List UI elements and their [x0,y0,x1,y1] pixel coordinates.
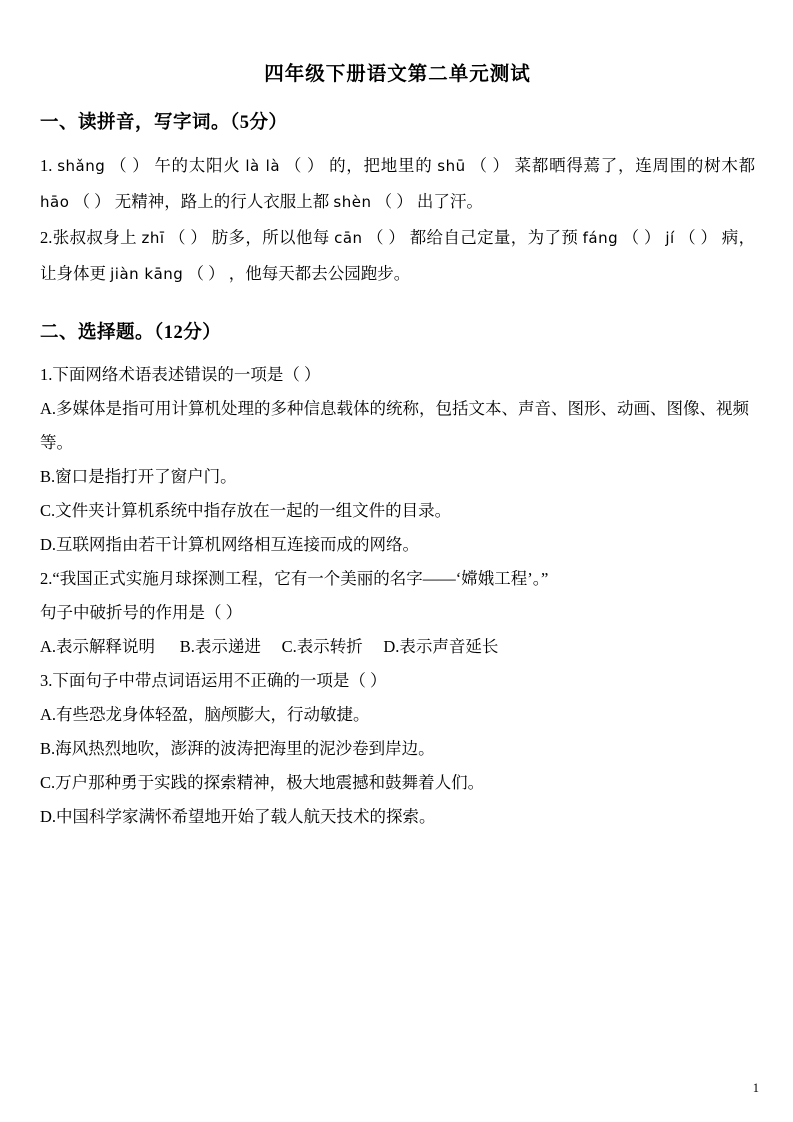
question-stem-line-1: 2.“我国正式实施月球探测工程，它有一个美丽的名字——‘嫦娥工程’。” [40,569,549,588]
pinyin-hao: hāo [40,193,70,211]
q1-text-4: 无精神，路上的行人衣服上都 [114,192,330,211]
pinyin-ji: jí [665,229,675,247]
pinyin-shu: shū [437,157,466,175]
q1-text-2: 的，把地里的 [329,156,433,175]
choice-question-1 [40,358,755,562]
question-stem-line-2: 句子中破折号的作用是（ ） [40,603,243,622]
q2-text-1: 肪多，所以他每 [211,228,330,247]
option-b[interactable]: B.窗口是指打开了窗户门。 [40,467,237,486]
section-heading-2: 二、选择题。（12分） [40,323,222,343]
q1-label: 1. [40,156,53,175]
q1-text-1: 午的太阳火 [154,156,241,175]
pinyin-fang: fáng [582,229,619,247]
answer-blank[interactable]: （ ） [470,156,510,175]
q1-text-3: 菜都晒得蔫了，连周围的树木都 [514,156,756,175]
answer-blank[interactable]: （ ） [73,192,111,211]
options-row [40,630,755,664]
question-1-2 [40,220,755,292]
option-c[interactable]: C.表示转折 [281,637,363,656]
question-stem: 3.下面句子中带点词语运用不正确的一项是（ ） [40,671,387,690]
choice-question-2 [40,562,755,664]
option-a[interactable]: A.表示解释说明 [40,637,156,656]
answer-blank[interactable]: （ ） [284,156,325,175]
section-heading-1: 一、读拼音，写字词。（5分） [40,113,288,133]
answer-blank[interactable]: （ ） [110,156,150,175]
answer-blank[interactable]: （ ） [187,264,225,283]
answer-blank[interactable]: （ ） [679,228,718,247]
option-d[interactable]: D.表示声音延长 [383,637,499,656]
pinyin-can: cān [334,229,363,247]
choice-question-3 [40,664,755,834]
option-c[interactable]: C.文件夹计算机系统中指存放在一起的一组文件的目录。 [40,501,452,520]
q2-text-2: 都给自己定量，为了预 [409,228,579,247]
answer-blank[interactable]: （ ） [367,228,406,247]
pinyin-lala: là là [245,157,281,175]
option-c[interactable]: C.万户那种勇于实践的探索精神，极大地震撼和鼓舞着人们。 [40,773,485,792]
pinyin-jiankang: jiàn kāng [110,265,184,283]
option-d[interactable]: D.中国科学家满怀希望地开始了载人航天技术的探索。 [40,807,436,826]
option-b[interactable]: B.表示递进 [179,637,261,656]
option-a[interactable]: A.有些恐龙身体轻盈，脑颅膨大，行动敏捷。 [40,705,370,724]
page-number: 1 [752,1081,759,1095]
page-title: 四年级下册语文第二单元测试 [264,64,531,85]
pinyin-shang: shǎng [57,157,106,175]
answer-blank[interactable]: （ ） [375,192,413,211]
option-a[interactable]: A.多媒体是指可用计算机处理的多种信息载体的统称，包括文本、声音、图形、动画、图像、视频等。 [40,399,750,452]
question-1-1 [40,148,755,220]
pinyin-zhi: zhī [141,229,165,247]
q2-label: 2.张叔叔身上 [40,228,137,247]
q2-text-4: 病，让身体更 [40,228,756,283]
q1-text-5: 出了汗。 [416,192,483,211]
q2-text-5: ，他每天都去公园跑步。 [228,264,411,283]
answer-blank[interactable]: （ ） [169,228,208,247]
option-d[interactable]: D.互联网指由若干计算机网络相互连接而成的网络。 [40,535,420,554]
option-b[interactable]: B.海风热烈地吹，澎湃的波涛把海里的泥沙卷到岸边。 [40,739,435,758]
answer-blank[interactable]: （ ） [622,228,661,247]
question-stem: 1.下面网络术语表述错误的一项是（ ） [40,365,321,384]
pinyin-shen: shèn [333,193,372,211]
